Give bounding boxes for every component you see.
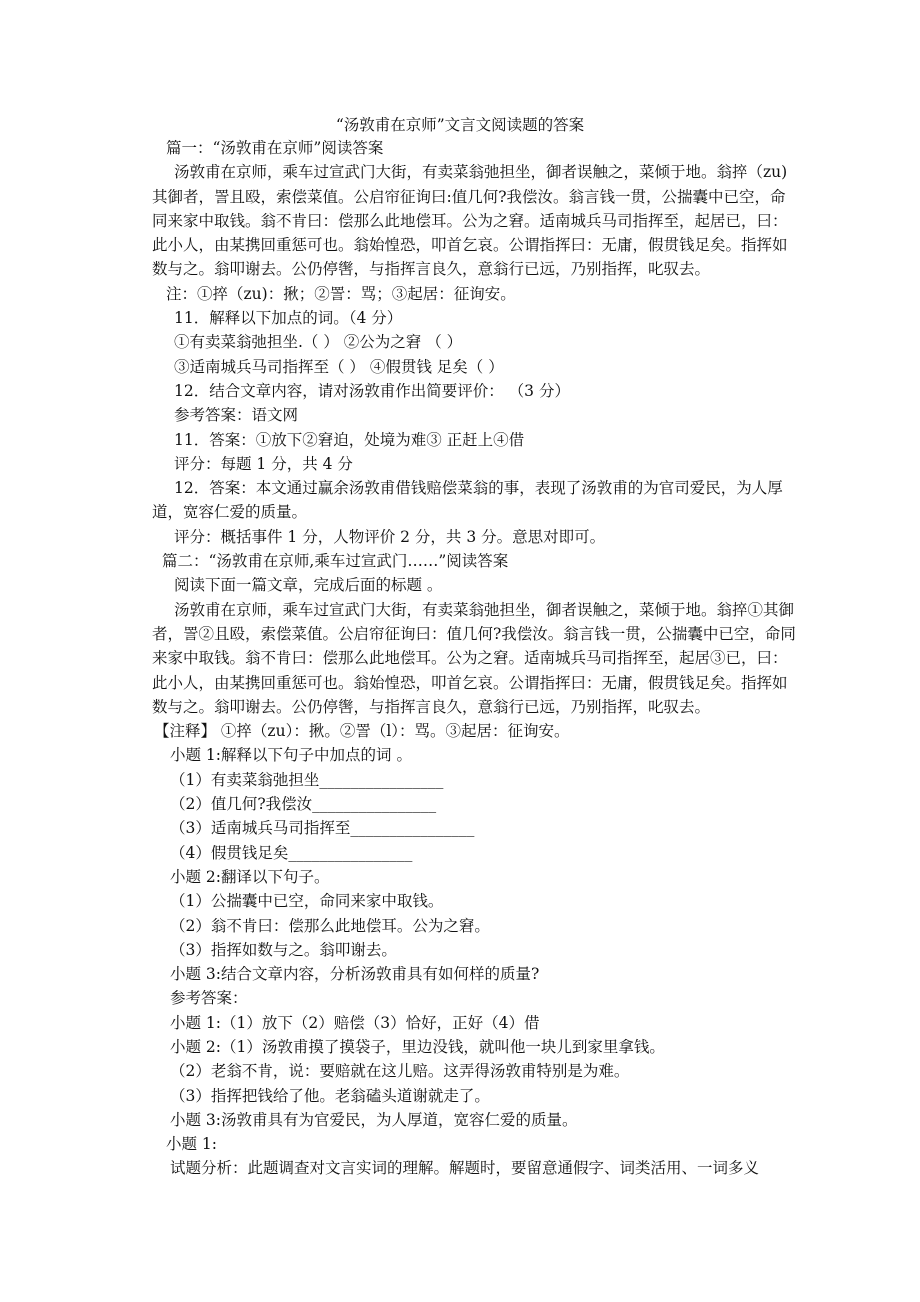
text-line: 汤敦甫在京师，乘车过宣武门大街，有卖菜翁弛担坐，御者误触之，菜倾于地。翁捽（zu)其御者，詈且殴，索偿菜值。公启帘征询曰:值几何?我偿汝。翁言钱一贯，公揣囊中已空，命同来家中取钱。翁不肯曰：偿那么此地偿耳。公为之窘。适南城兵马司指挥至，起居已，曰：此小人，由某携回重惩可也。翁始惶恐，叩首乞哀。公谓指挥曰：无庸，假贯钱足矣。指挥如数与之。翁叩谢去。公仍停辔，与指挥言良久，意翁行已远，乃别指挥，叱驭去。 [152,163,788,279]
text-line: 阅读下面一篇文章，完成后面的标题 。 [174,576,443,595]
text-line: 试题分析：此题调查对文言实词的理解。解题时，要留意通假字、词类活用、一词多义 [170,1159,760,1178]
text-line: （2）老翁不肯，说：要赔就在这儿赔。这弄得汤敦甫特别是为难。 [170,1062,630,1081]
text-line: 小题 2:翻译以下句子。 [170,867,330,886]
text-line: ③适南城兵马司指挥至（ ） ④假贯钱 足矣（ ） [174,357,504,376]
text-line: 篇二：“汤敦甫在京师,乘车过宣武门……”阅读答案 [162,552,509,571]
text-line: 评分：每题 1 分，共 4 分 [174,454,353,473]
text-line: 11．解释以下加点的词。（4 分） [174,309,403,328]
text-line: 12．结合文章内容，请对汤敦甫作出简要评价： （3 分） [174,381,570,400]
text-line: （3）适南城兵马司指挥至________________ [170,819,475,838]
text-line: （3）指挥如数与之。翁叩谢去。 [170,940,397,959]
document-title: “汤敦甫在京师”文言文阅读题的答案 [335,116,585,134]
text-line: 小题 3:结合文章内容，分析汤敦甫具有如何样的质量? [170,965,540,984]
document-body [152,136,797,1181]
text-line: 小题 1:解释以下句子中加点的词 。 [170,746,412,765]
text-line: 汤敦甫在京师，乘车过宣武门大街，有卖菜翁弛担坐，御者误触之，菜倾于地。翁捽①其御者，詈②且殴，索偿菜值。公启帘征询曰：值几何?我偿汝。翁言钱一贯，公揣囊中已空，命同来家中取钱。翁不肯曰：偿那么此地偿耳。公为之窘。适南城兵马司指挥至，起居③已，曰：此小人，由某携回重惩可也。翁始惶恐，叩首乞哀。公谓指挥曰：无庸，假贯钱足矣。指挥如数与之。翁叩谢去。公仍停辔，与指挥言良久，意翁行已远，乃别指挥，叱驭去。 [152,600,796,716]
text-line: 注：①捽（zu)：揪；②詈：骂；③起居：征询安。 [166,284,516,303]
text-line: 【注释】 ①捽（zu）：揪。②詈（l）：骂。③起居：征询安。 [154,722,570,741]
text-line: ①有卖菜翁弛担坐.（ ） ②公为之窘 （ ） [174,333,463,352]
text-line: （1）公揣囊中已空，命同来家中取钱。 [170,892,444,911]
text-line: （1）有卖菜翁弛担坐________________ [170,770,444,789]
text-line: （3）指挥把钱给了他。老翁磕头道谢就走了。 [170,1086,490,1105]
text-line: 小题 1:（1）放下（2）赔偿（3）恰好，正好（4）借 [170,1013,540,1032]
text-line: 评分：概括事件 1 分，人物评价 2 分，共 3 分。意思对即可。 [174,527,606,546]
text-line: 小题 2:（1）汤敦甫摸了摸袋子，里边没钱，就叫他一块儿到家里拿钱。 [170,1037,665,1056]
text-line: （2）翁不肯曰：偿那么此地偿耳。公为之窘。 [170,916,490,935]
text-line: （4）假贯钱足矣________________ [170,843,413,862]
text-line: 篇一：“汤敦甫在京师”阅读答案 [166,139,384,157]
text-line: 小题 1: [166,1135,218,1154]
text-line: 11．答案：①放下②窘迫，处境为难③ 正赶上④借 [174,430,525,449]
text-line: 12．答案：本文通过赢余汤敦甫借钱赔偿菜翁的事，表现了汤敦甫的为官司爱民，为人厚道，宽容仁爱的质量。 [152,479,783,522]
text-line: 小题 3:汤敦甫具有为官爱民，为人厚道，宽容仁爱的质量。 [170,1110,578,1129]
text-line: 参考答案：语文网 [174,406,299,425]
text-line: （2）值几何?我偿汝________________ [170,795,437,814]
text-line: 参考答案： [170,989,248,1008]
